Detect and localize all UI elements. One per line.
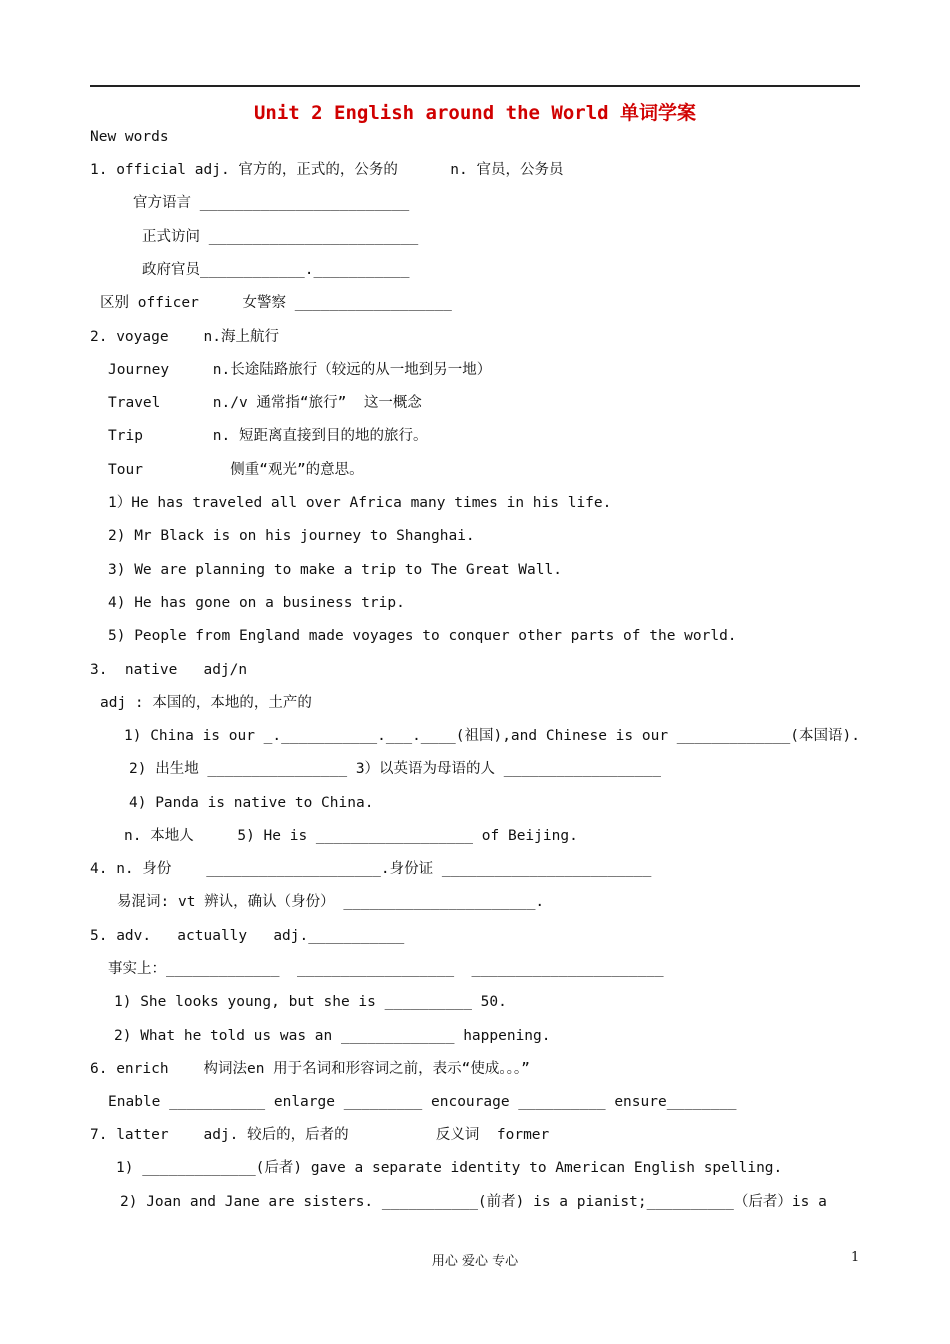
text-line: 1. official adj. 官方的，正式的，公务的 n. 官员，公务员 xyxy=(90,162,564,178)
text-line: Journey n.长途陆路旅行（较远的从一地到另一地） xyxy=(108,362,492,378)
text-line: 6. enrich 构词法en 用于名词和形容词之前，表示“使成。。。” xyxy=(90,1061,530,1077)
text-line: 政府官员____________.___________ xyxy=(142,262,410,278)
text-line: 2) What he told us was an _____________ happening. xyxy=(114,1028,551,1044)
text-line: 官方语言 ________________________ xyxy=(133,195,410,211)
text-line: 1) She looks young, but she is __________ 50. xyxy=(114,994,507,1010)
text-line: 2. voyage n.海上航行 xyxy=(90,329,279,345)
text-line: 正式访问 ________________________ xyxy=(142,229,419,245)
text-line: Travel n./v 通常指“旅行” 这一概念 xyxy=(108,395,422,411)
page-title: Unit 2 English around the World 单词学案 xyxy=(253,102,697,124)
text-line: 3. native adj/n xyxy=(90,662,248,678)
text-line: Trip n. 短距离直接到目的地的旅行。 xyxy=(108,428,428,444)
top-rule xyxy=(90,85,860,87)
text-line: 事实上：_____________ __________________ ______________________ xyxy=(108,961,664,977)
text-line: 4) He has gone on a business trip. xyxy=(108,595,405,611)
text-line: Tour 侧重“观光”的意思。 xyxy=(108,462,364,478)
text-line: 4. n. 身份 ____________________.身份证 ________________________ xyxy=(90,861,652,877)
text-line: 区别 officer 女警察 __________________ xyxy=(100,295,452,311)
text-line: 2) 出生地 ________________ 3）以英语为母语的人 __________________ xyxy=(129,761,661,777)
text-line: 3) We are planning to make a trip to The Great Wall. xyxy=(108,562,562,578)
footer-text: 用心 爱心 专心 xyxy=(431,1254,519,1269)
text-line: 5. adv. actually adj.___________ xyxy=(90,928,405,944)
text-line: 2) Mr Black is on his journey to Shanghai. xyxy=(108,528,475,544)
page-number: 1 xyxy=(851,1250,860,1265)
text-line: Enable ___________ enlarge _________ encourage __________ ensure________ xyxy=(108,1094,737,1110)
text-line: 1) China is our _.___________.___.____(祖国),and Chinese is our _____________(本国语). xyxy=(124,728,860,744)
text-line: 1）He has traveled all over Africa many times in his life. xyxy=(108,495,612,511)
text-line: adj : 本国的，本地的，土产的 xyxy=(100,695,312,711)
text-line: n. 本地人 5) He is __________________ of Beijing. xyxy=(124,828,578,844)
text-line: 7. latter adj. 较后的，后者的 反义词 former xyxy=(90,1127,550,1143)
text-line: 5) People from England made voyages to conquer other parts of the world. xyxy=(108,628,737,644)
text-line: 1) _____________(后者) gave a separate identity to American English spelling. xyxy=(116,1160,783,1176)
text-line: 2) Joan and Jane are sisters. ___________(前者) is a pianist;__________（后者）is a xyxy=(120,1194,827,1210)
text-line: New words xyxy=(90,129,169,145)
text-line: 4) Panda is native to China. xyxy=(129,795,374,811)
text-line: 易混词: vt 辨认，确认（身份） ______________________. xyxy=(117,894,545,910)
